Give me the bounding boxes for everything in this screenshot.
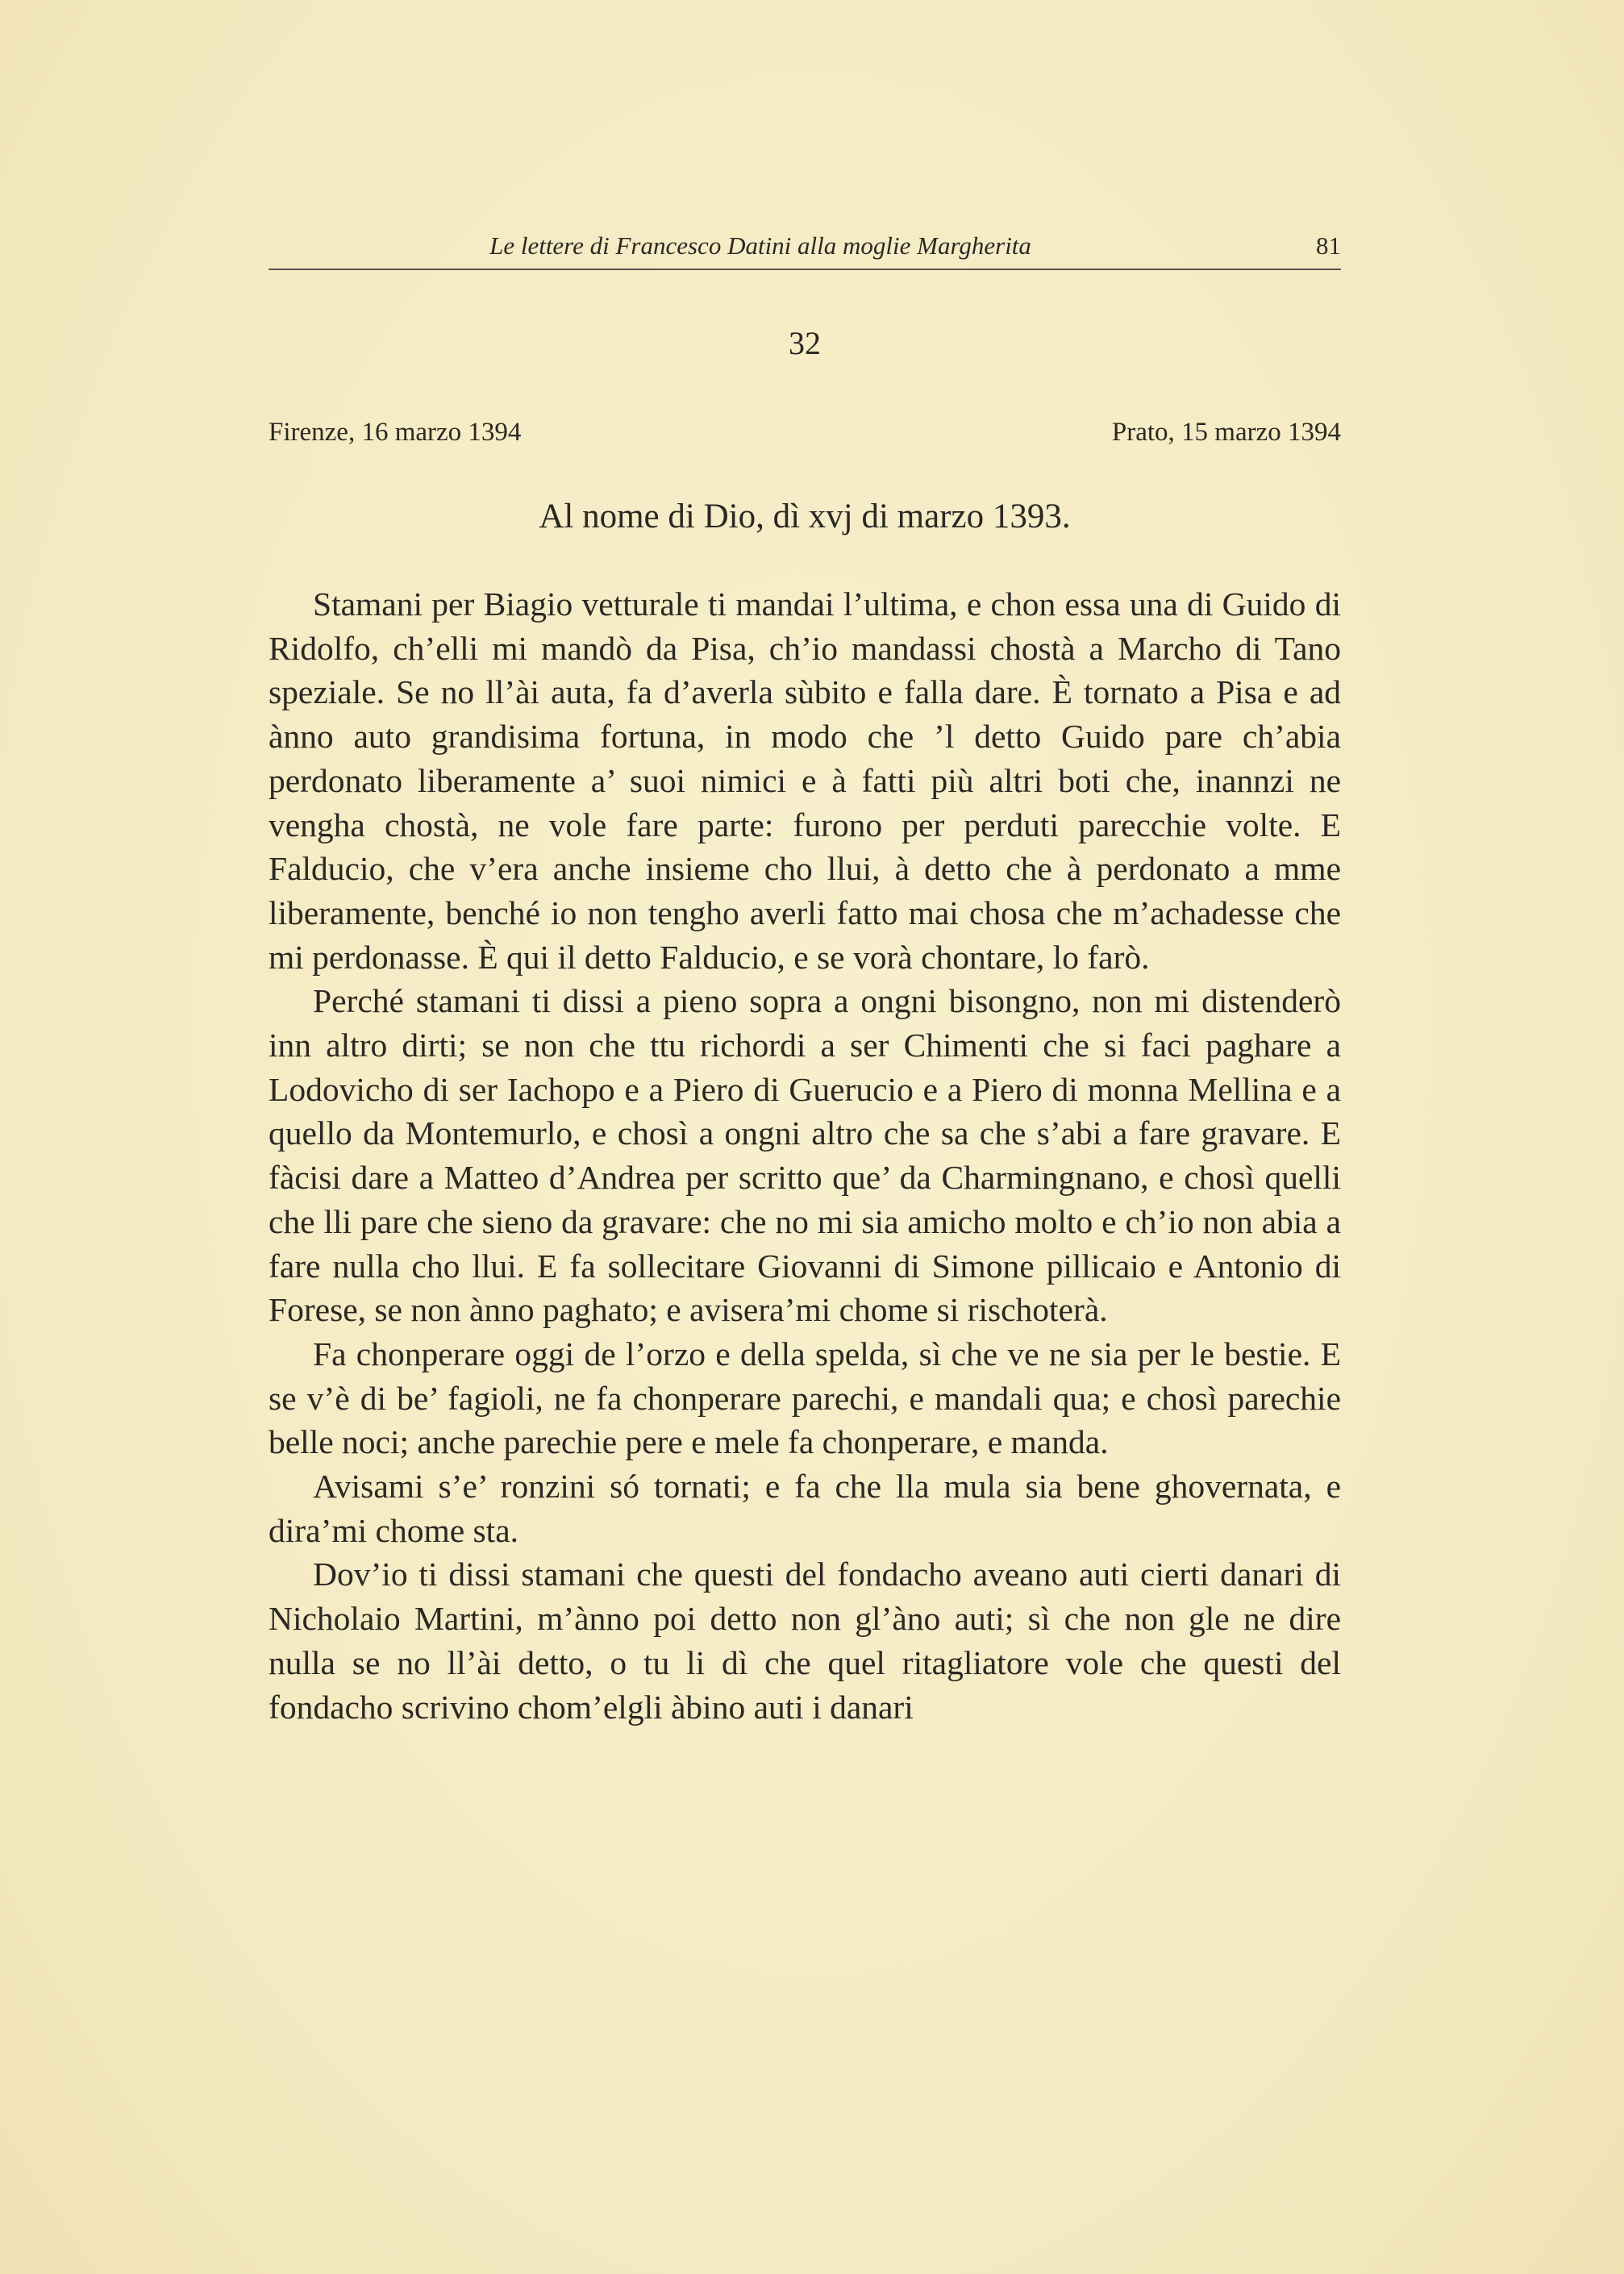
paragraph: Stamani per Biagio vetturale ti mandai l’ultima, e chon essa una di Guido di Ridolfo, ch’elli mi mandò da Pisa, ch’io mandassi chostà a Marcho di Tano speziale. Se no ll’ài auta, fa d’averla sùbito e falla dare. È tornato a Pisa e ad ànno auto grandisima fortuna, in modo che ’l detto Guido pare ch’abia perdonato liberamente a’ suoi nimici e à fatti più altri boti che, inannzi ne vengha chostà, ne vole fare parte: furono per perduti parecchie volte. E Falducio, che v’era anche insieme cho llui, à detto che à perdonato a mme liberamente, benché io non tengho averli fatto mai chosa che m’achadesse che mi perdonasse. È qui il detto Falducio, e se vorà chontare, lo farò. [269, 585, 1341, 976]
recipient-place-date: Prato, 15 marzo 1394 [1111, 418, 1341, 447]
running-title: Le lettere di Francesco Datini alla moglie Margherita [489, 231, 1031, 260]
letter-body [269, 582, 1341, 1729]
running-header [269, 228, 1341, 270]
paragraph: Avisami s’e’ ronzini só tornati; e fa che lla mula sia bene ghovernata, e dira’mi chome sta. [269, 1468, 1341, 1549]
letter-number: 32 [789, 325, 821, 361]
page-number: 81 [1316, 231, 1341, 260]
sender-place-date: Firenze, 16 marzo 1394 [269, 418, 522, 447]
paragraph: Fa chonperare oggi de l’orzo e della spelda, sì che ve ne sia per le bestie. E se v’è di be’ fagioli, ne fa chonperare parechi, e mandali qua; e chosì parechie belle noci; anche parechie pere e mele fa chonperare, e manda. [269, 1335, 1341, 1461]
salutation: Al nome di Dio, dì xvj di marzo 1393. [539, 498, 1071, 535]
paragraph: Perché stamani ti dissi a pieno sopra a ongni bisongno, non mi distenderò inn altro dirti; se non che ttu richordi a ser Chimenti che si faci paghare a Lodovicho di ser Iachopo e a Piero di Guerucio e a Piero di monna Mellina e a quello da Montemurlo, e chosì a ongni altro che sa che s’abi a fare gravare. E fàcisi dare a Matteo d’Andrea per scritto que’ da Charmingnano, e chosì quelli che lli pare che sieno da gravare: che no mi sia amicho molto e ch’io non abia a fare nulla cho llui. E fa sollecitare Giovanni di Simone pillicaio e Antonio di Forese, se non ànno paghato; e avisera’mi chome si rischoterà. [269, 982, 1341, 1329]
paragraph: Dov’io ti dissi stamani che questi del fondacho aveano auti cierti danari di Nicholaio Martini, m’ànno poi detto non gl’àno auti; sì che non gle ne dire nulla se no ll’ài detto, o tu li dì che quel ritagliatore vole che questi del fondacho scrivino chom’elgli àbino auti i danari [269, 1556, 1341, 1726]
